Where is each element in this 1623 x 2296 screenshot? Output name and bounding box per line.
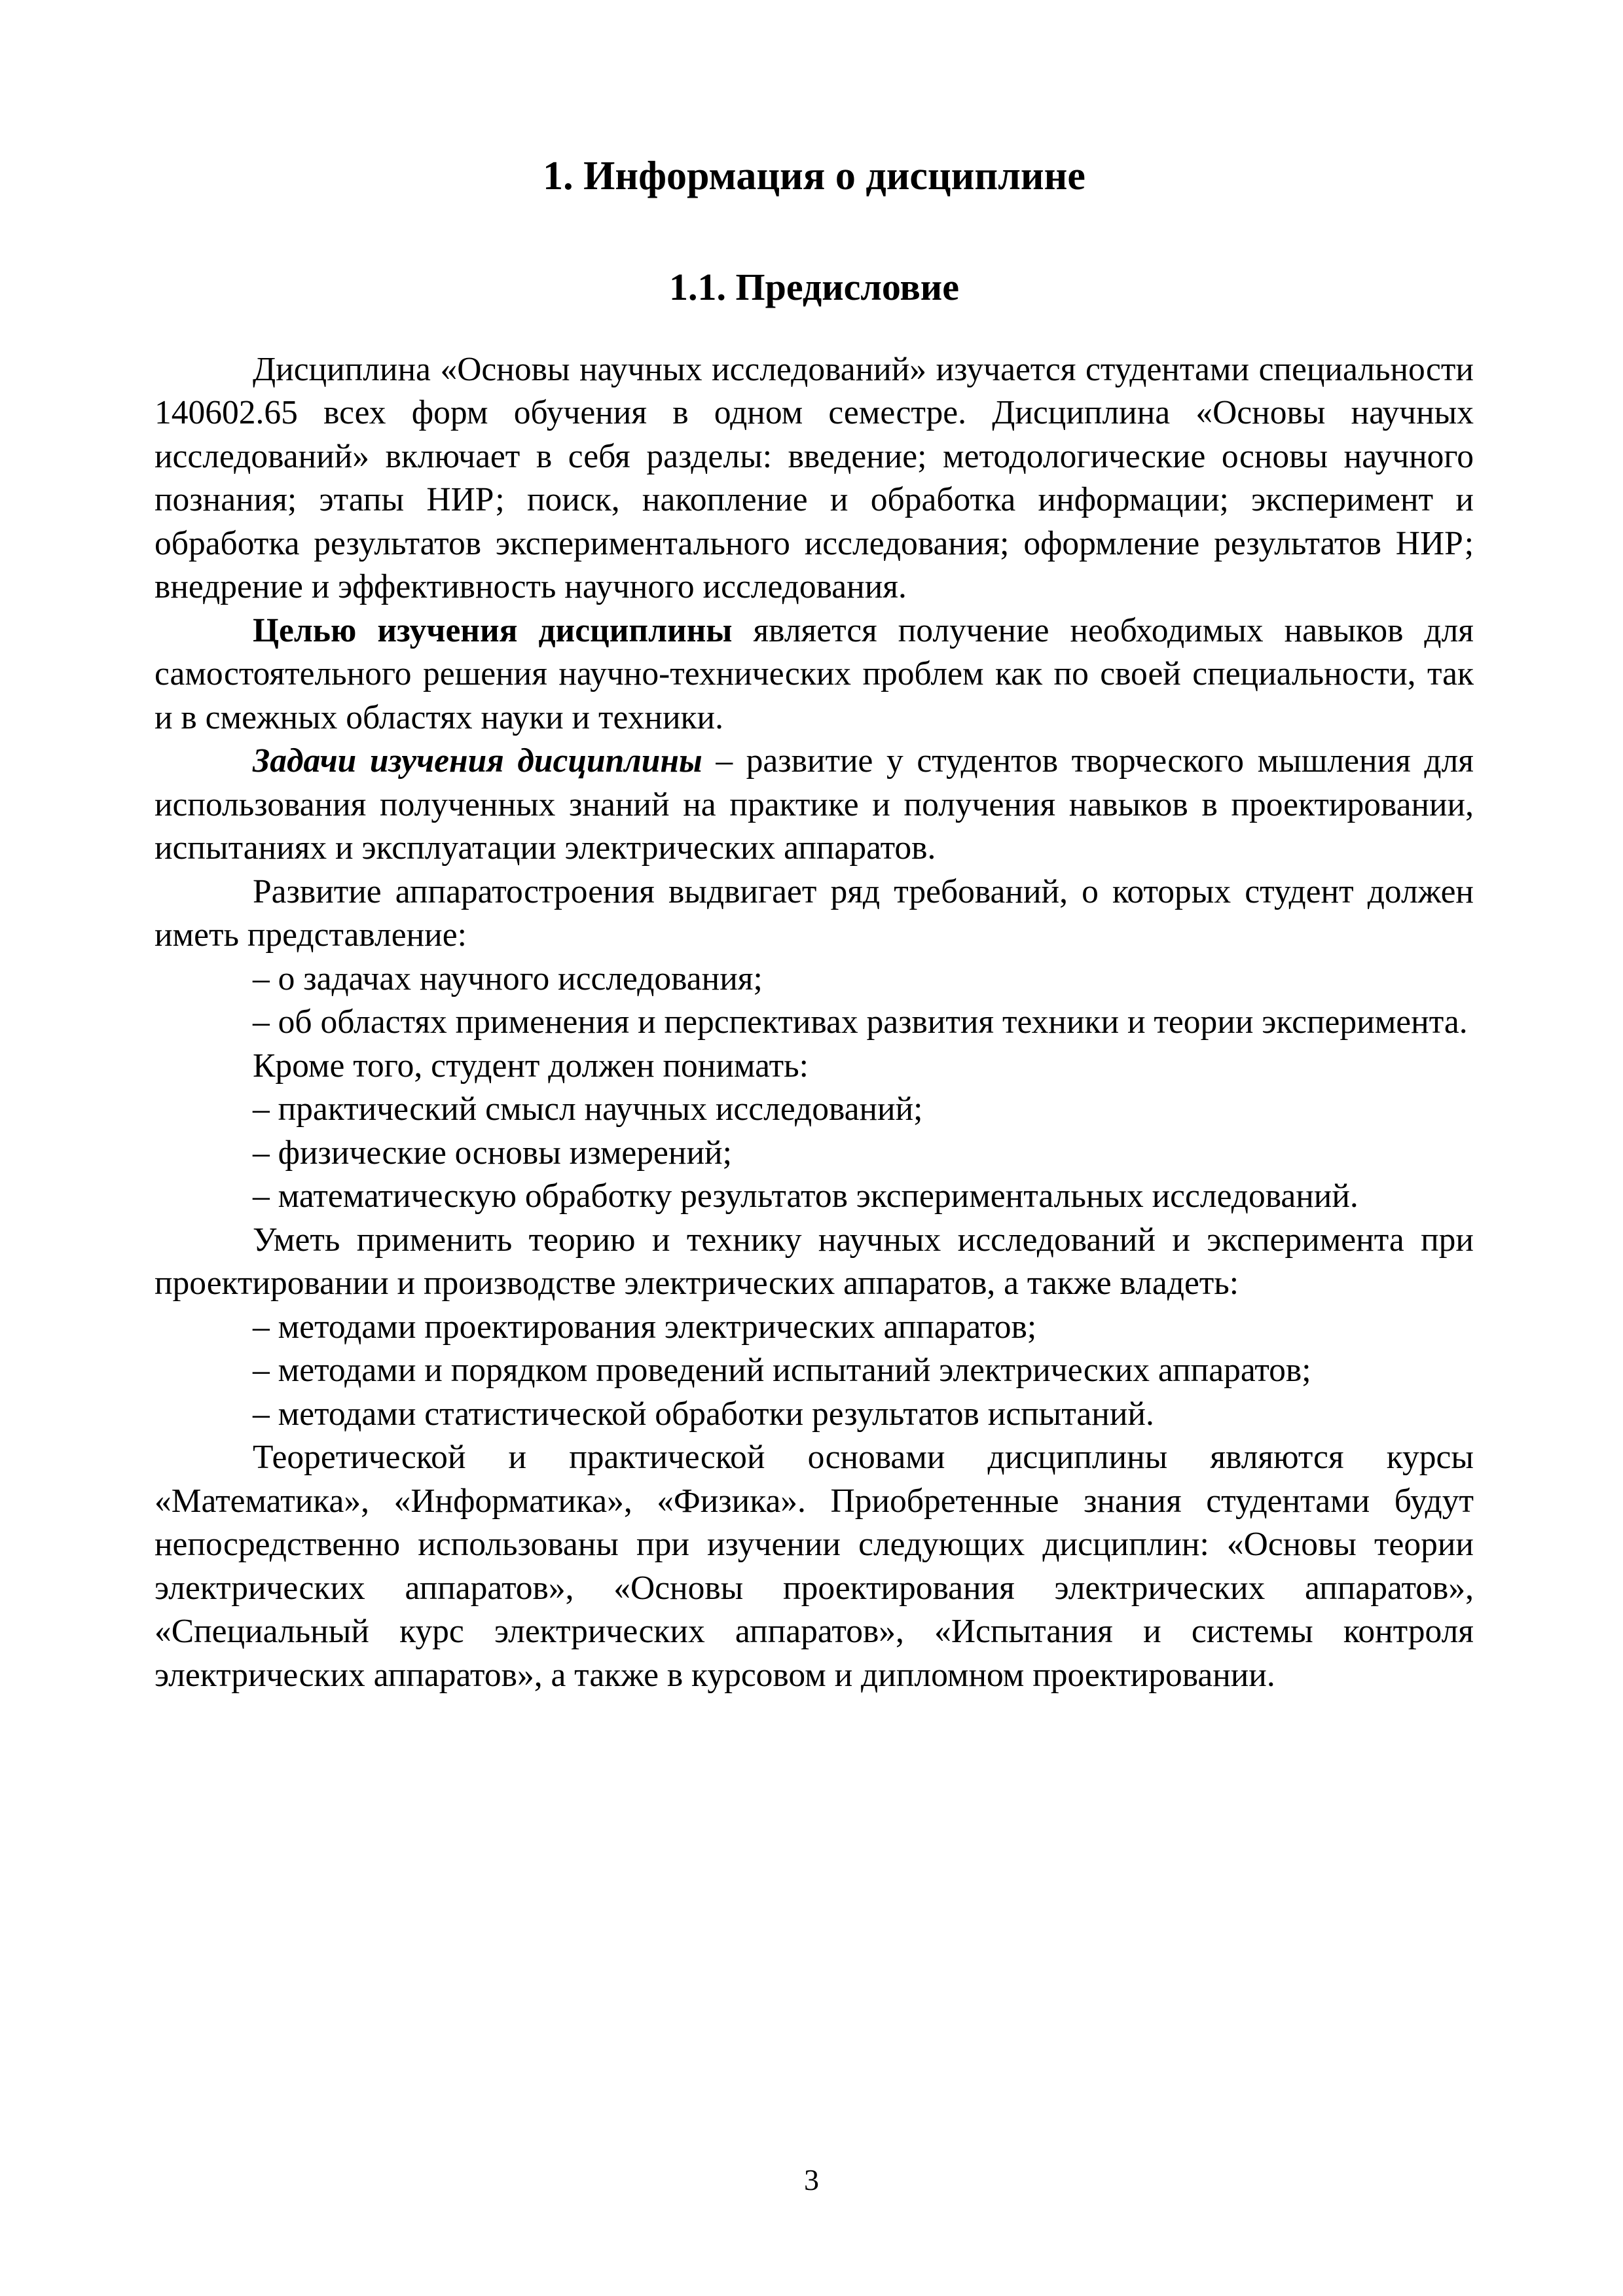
list-item: – об областях применения и перспективах развития техники и теории эксперимента.	[253, 1003, 1468, 1041]
paragraph-goal	[155, 609, 1474, 740]
page-content	[155, 152, 1474, 1697]
list-item: – о задачах научного исследования;	[253, 960, 763, 997]
tasks-text: – развитие у студентов творческого мышления для использования полученных знаний на практике и получения навыков в проектировании, испытаниях и эксплуатации электрических аппаратов.	[155, 742, 1474, 867]
list-item: – физические основы измерений;	[253, 1134, 732, 1172]
list-item: – методами и порядком проведений испытаний электрических аппаратов;	[253, 1352, 1311, 1390]
list-item: – математическую обработку результатов экспериментальных исследований.	[253, 1177, 1359, 1215]
paragraph-requirements: Развитие аппаратостроения выдвигает ряд требований, о которых студент должен иметь представление:	[155, 872, 1474, 954]
page-number: 3	[804, 2163, 819, 2197]
section-title: 1.1. Предисловие	[669, 266, 959, 309]
goal-text: является получение необходимых навыков для самостоятельного решения научно-технических проблем как по своей специальности, так и в смежных областях науки и техники.	[155, 611, 1474, 736]
list-item: – методами статистической обработки результатов испытаний.	[253, 1395, 1154, 1433]
chapter-title: 1. Информация о дисциплине	[543, 154, 1085, 198]
paragraph-tasks	[155, 740, 1474, 870]
paragraph-prerequisites: Теоретической и практической основами дисциплины являются курсы «Математика», «Информатика», «Физика». Приобретенные знания студентами будут непосредственно использованы при изучении следующих дисциплин: «Основы теории электрических аппаратов», «Основы проектирования электрических аппаратов», «Специальный курс электрических аппаратов», «Испытания и системы контроля электрических аппаратов», а также в курсовом и дипломном проектировании.	[155, 1439, 1474, 1694]
paragraph-understand: Кроме того, студент должен понимать:	[253, 1047, 809, 1085]
tasks-lead: Задачи изучения дисциплины	[253, 742, 702, 780]
list-item: – методами проектирования электрических аппаратов;	[253, 1308, 1037, 1346]
goal-lead: Целью изучения дисциплины	[253, 611, 733, 649]
paragraph-skills: Уметь применить теорию и технику научных исследований и эксперимента при проектировании и производстве электрических аппаратов, а также владеть:	[155, 1221, 1474, 1302]
list-item: – практический смысл научных исследований;	[253, 1090, 923, 1128]
paragraph-intro: Дисциплина «Основы научных исследований» изучается студентами специальности 140602.65 всех форм обучения в одном семестре. Дисциплина «Основы научных исследований» включает в себя разделы: введение; методологические основы научного познания; этапы НИР; поиск, накопление и обработка информации; эксперимент и обработка результатов экспериментального исследования; оформление результатов НИР; внедрение и эффективность научного исследования.	[155, 350, 1474, 606]
